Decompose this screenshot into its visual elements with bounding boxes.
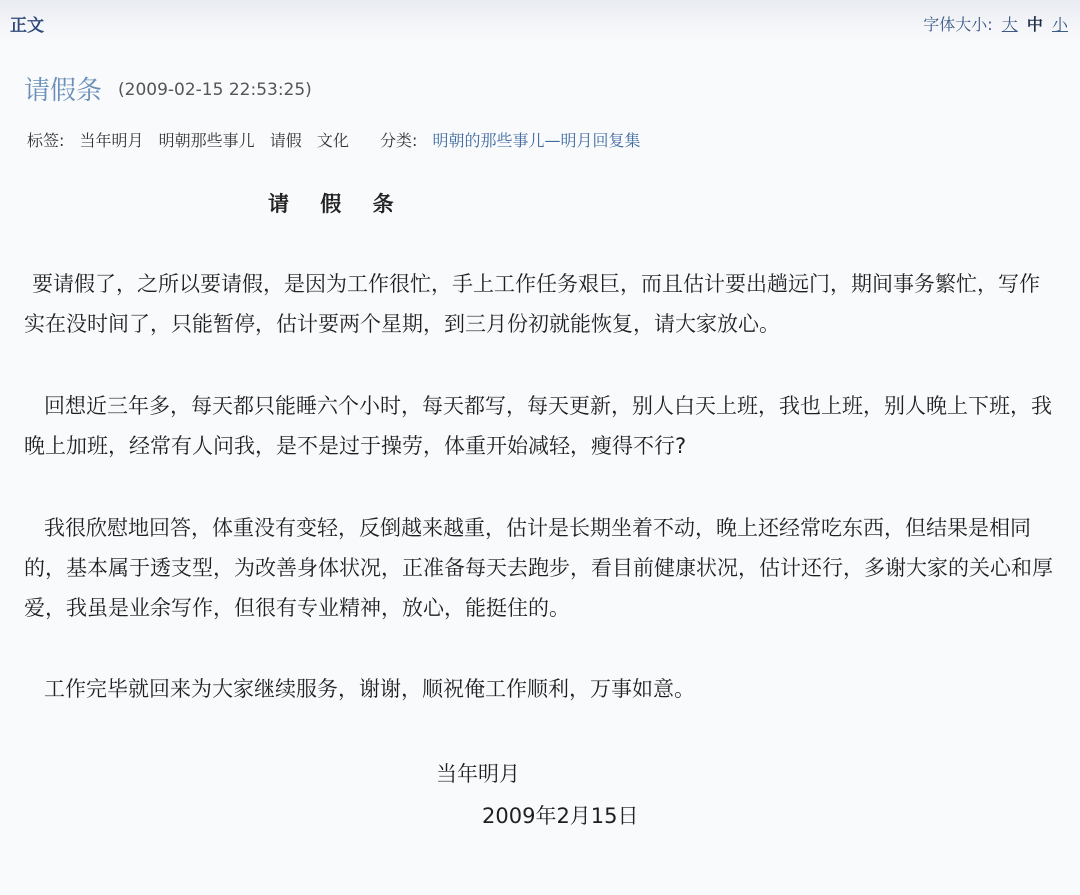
post-meta bbox=[27, 128, 640, 151]
body-heading: 请 假 条 bbox=[268, 192, 406, 216]
tag-link[interactable]: 当年明月 bbox=[79, 131, 144, 150]
font-size-small-link[interactable]: 小 bbox=[1051, 15, 1068, 34]
paragraph: 我很欣慰地回答，体重没有变轻，反倒越来越重，估计是长期坐着不动，晚上还经常吃东西，但结果是相同的，基本属于透支型，为改善身体状况，正准备每天去跑步，看目前健康状况，估计还行，多谢大家的关心和厚爱，我虽是业余写作，但很有专业精神，放心，能挺住的。 bbox=[24, 516, 1053, 620]
tag-link[interactable]: 文化 bbox=[316, 131, 349, 150]
tags-label: 标签: bbox=[27, 131, 65, 150]
font-size-medium-link[interactable]: 中 bbox=[1026, 15, 1043, 34]
tag-link[interactable]: 明朝那些事儿 bbox=[158, 131, 255, 150]
font-size-control bbox=[923, 12, 1068, 35]
post-datetime: (2009-02-15 22:53:25) bbox=[118, 80, 312, 100]
sign-date: 2009年2月15日 bbox=[482, 804, 639, 828]
category-link[interactable]: 明朝的那些事儿—明月回复集 bbox=[432, 131, 641, 150]
paragraph: 要请假了，之所以要请假，是因为工作很忙，手上工作任务艰巨，而且估计要出趟远门，期间事务繁忙，写作实在没时间了，只能暂停，估计要两个星期，到三月份初就能恢复，请大家放心。 bbox=[24, 272, 1040, 336]
tag-link[interactable]: 请假 bbox=[269, 131, 302, 150]
font-size-large-link[interactable]: 大 bbox=[1001, 15, 1018, 34]
top-bar bbox=[0, 0, 1080, 44]
section-label: 正文 bbox=[10, 16, 44, 36]
paragraph: 回想近三年多，每天都只能睡六个小时，每天都写，每天更新，别人白天上班，我也上班，别人晚上下班，我晚上加班，经常有人问我，是不是过于操劳，体重开始减轻，瘦得不行? bbox=[24, 394, 1052, 458]
signature: 当年明月 bbox=[436, 762, 520, 786]
font-size-label: 字体大小: bbox=[923, 15, 993, 34]
category-label: 分类: bbox=[379, 131, 418, 150]
paragraph: 工作完毕就回来为大家继续服务，谢谢，顺祝俺工作顺利，万事如意。 bbox=[44, 677, 695, 701]
post-title: 请假条 bbox=[24, 76, 103, 106]
